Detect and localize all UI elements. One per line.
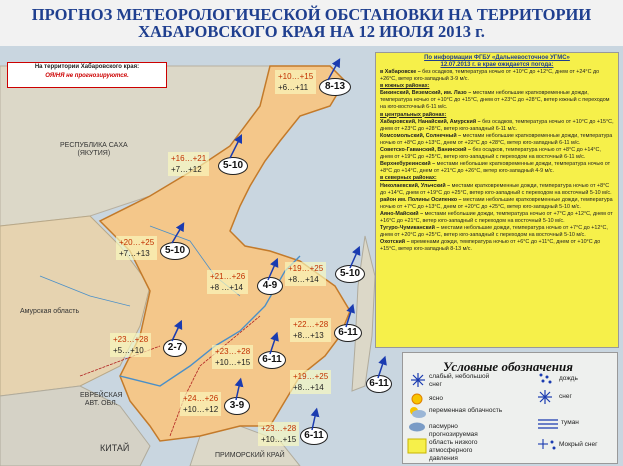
wind-badge-okhotsk: 8-13 (319, 78, 351, 96)
panel-district-name: Аяно-Майский – (380, 210, 424, 217)
wet-snow-icon (537, 437, 557, 453)
panel-district-name: Комсомольский, Солнечный – (380, 132, 462, 139)
wind-badge-lazo: 6-11 (258, 351, 286, 369)
legend-title: Условные обозначения (443, 359, 573, 374)
panel-paragraph: Комсомольский, Солнечный – местами небольшие кратковременные дожди, температура ночью от +8°С до +13°С, днем от +22°С до +28°С, ветер юго-западный 6-11 м/с. (380, 132, 613, 146)
panel-district-name: Тугуро-Чумиканский – (380, 225, 440, 232)
panel-paragraph: Верхнебуреинский – местами небольшие кратковременные дожди, температура ночью от +8°С до +14°С, днем от +21°С до +26°С, ветер юго-западный 4-9 м/с. (380, 161, 611, 175)
wind-arrow-sovgavan (378, 360, 384, 378)
panel-section-heading: в южных районах: (380, 83, 430, 90)
wind-badge-komsomolsk: 6-11 (334, 324, 362, 342)
panel-district-name: Верхнебуреинский – (380, 161, 436, 168)
forecast-temp-vyazemsky: +23…+28 +10…+15 (258, 422, 299, 446)
forecast-temp-bikin: +23…+28 +5…+10 (110, 333, 151, 357)
panel-paragraph: район им. Полины Осипенко – местами небольшие кратковременные дожди, температура ночью от +7°С до +13°С, днем от +20°С до +25°С, ветер юго-западный 5-10 м/с. (380, 196, 613, 210)
legend-low-pressure-label: прогнозируемая область низкого атмосферного давления (429, 431, 478, 462)
overcast-icon (407, 421, 427, 433)
yakutia-label: РЕСПУБЛИКА САХА (ЯКУТИЯ) (60, 142, 128, 157)
wind-arrow-komsomolsk (346, 308, 352, 327)
forecast-temp-sovgavan: +19…+25 +8…+14 (290, 370, 331, 394)
legend-light-snow-label: слабый, небольшой снег (429, 373, 490, 388)
wind-arrow-bikin (172, 324, 180, 341)
panel-paragraph: Охотский – временами дожди, температура ночью от +6°С до +11°С, днем от +10°С до +15°С, ветер юго-западный 8-13 м/с. (380, 239, 601, 253)
low-pressure-icon (407, 437, 427, 455)
forecast-text-panel (375, 52, 619, 348)
wind-arrow-lazo (270, 336, 276, 354)
panel-paragraph: Бикинский, Вяземский, им. Лазо – местами небольшие кратковременные дожди, температура ночью от +10°С до +15°С, днем от +23°С до +28°С, ветер южный с переходом на юго-восточный 6-11 м/с. (380, 90, 610, 111)
legend-box (402, 352, 618, 464)
panel-paragraph: в Хабаровске – без осадков, температура ночью от +10°С до +12°С, днем от +24°С до +26°С, ветер юго-западный 3-9 м/с. (380, 69, 600, 83)
wind-badge-nikolaevsk: 5-10 (335, 265, 365, 283)
legend-wet-snow-label: Мокрый снег (559, 441, 598, 448)
forecast-temp-komsomolsk: +22…+28 +8…+13 (290, 318, 331, 342)
panel-header-2: 12.07.2013 г. в крае ожидается погода: (440, 62, 554, 68)
notice-line-2: ОЯ/НЯ не прогнозируются. (45, 73, 129, 79)
light-snow-icon (409, 371, 427, 389)
panel-section-heading: в северных районах: (380, 175, 437, 182)
fog-icon (537, 417, 559, 429)
panel-district-name: в Хабаровске – (380, 69, 421, 75)
wind-badge-khabarovsk: 3-9 (224, 397, 250, 415)
forecast-temp-lazo: +23…+28 +10…+15 (212, 345, 253, 369)
amur-label: Амурская область (20, 308, 80, 315)
forecast-temp-ayan: +16…+21 +7…+12 (168, 152, 209, 176)
panel-header-1: По информации ФГБУ «Дальневосточное УГМС» (424, 55, 570, 61)
legend-clear-label: ясно (429, 395, 443, 402)
panel-paragraph: Хабаровский, Нанайский, Амурский – без осадков, температура ночью от +10°С до +15°С, днем от +23°С до +28°С, ветер юго-западный 6-11 м/с. (380, 118, 614, 132)
panel-district-name: Советско-Гаванский, Ванинский – (380, 147, 471, 154)
title-line-2: ХАБАРОВСКОГО КРАЯ НА 12 ИЮЛЯ 2013 г. (138, 22, 485, 41)
forecast-temp-verkhnebur: +21…+26 +8 …+14 (207, 270, 248, 294)
wind-arrow-ayan (230, 138, 240, 158)
panel-body (380, 69, 614, 253)
legend-snow-label: снег (559, 393, 572, 400)
forecast-temp-khabarovsk: +24…+26 +10…+12 (180, 392, 221, 416)
wind-arrow-khabarovsk (236, 382, 240, 400)
wind-badge-verkhnebur: 4-9 (257, 277, 283, 295)
wind-arrow-okhotsk (328, 62, 338, 80)
wind-badge-vyazemsky: 6-11 (300, 427, 328, 445)
wind-arrow-nikolaevsk (350, 250, 358, 268)
evreyskaya-label: ЕВРЕЙСКАЯ АВТ. ОБЛ. (80, 392, 123, 407)
panel-district-name: Хабаровский, Нанайский, Амурский – (380, 118, 481, 125)
title-line-1: ПРОГНОЗ МЕТЕОРОЛОГИЧЕСКОЙ ОБСТАНОВКИ НА ТЕРРИТОРИИ (31, 5, 592, 24)
panel-district-name: Охотский – (380, 239, 410, 246)
partly-cloudy-icon (407, 405, 427, 419)
forecast-temp-nikolaevsk: +19…+25 +8…+14 (285, 262, 326, 286)
primorsky-label: ПРИМОРСКИЙ КРАЙ (215, 452, 285, 459)
legend-partly-cloudy-label: переменная облачность (429, 407, 503, 414)
forecast-temp-polina: +20…+25 +7…+13 (116, 236, 157, 260)
notice-line-1: На территории Хабаровского края: (34, 64, 140, 70)
panel-paragraph: Аяно-Майский – местами небольшие дожди, температура ночью от +7°С до +12°С, днем от +16°С до +21°С, ветер юго-западный с переходом на восточный 5-10 м/с. (380, 210, 613, 224)
wind-badge-bikin: 2-7 (163, 339, 187, 357)
panel-paragraph: Советско-Гаванский, Ванинский – без осадков, температура ночью от +8°С до +14°С, днем от +19°С до +25°С, ветер юго-западный с переходом на восточный 6-11 м/с. (380, 147, 601, 161)
panel-district-name: Бикинский, Вяземский, им. Лазо – (380, 90, 472, 97)
china-label: КИТАЙ (100, 443, 130, 453)
wind-arrow-verkhnebur (268, 262, 276, 280)
panel-paragraph: Николаевский, Ульчский – местами кратковременные дожди, температура ночью от +8°С до +14°С, днем от +19°С до +25°С, ветер юго-западный с переходом на восточный 5-10 м/с. (380, 182, 612, 196)
legend-fog-label: туман (561, 419, 579, 426)
wind-badge-polina: 5-10 (160, 242, 190, 260)
legend-overcast-label: пасмурно (429, 423, 458, 430)
rain-icon (537, 371, 555, 385)
panel-district-name: Николаевский, Ульчский – (380, 182, 451, 189)
forecast-temp-okhotsk: +10…+15 +6…+11 (275, 70, 316, 94)
snow-icon (537, 389, 553, 405)
panel-paragraph: Тугуро-Чумиканский – местами небольшие дожди, температура ночью от +7°С до +12°С, днем от +20°С до +25°С, ветер юго-западный с переходом на восточный 5-10 м/с. (380, 225, 608, 239)
panel-district-name: район им. Полины Осипенко – (380, 196, 462, 203)
wind-badge-ayan: 5-10 (218, 157, 248, 175)
wind-arrow-vyazemsky (312, 412, 316, 430)
legend-rain-label: дождь (559, 375, 578, 382)
wind-arrow-polina (172, 226, 182, 243)
panel-section-heading: в центральных районах: (380, 111, 447, 118)
wind-badge-sovgavan: 6-11 (366, 375, 392, 393)
